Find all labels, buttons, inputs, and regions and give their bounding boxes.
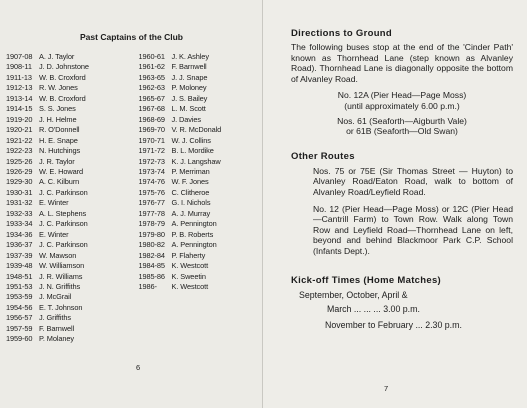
- captain-row: [139, 52, 258, 62]
- captain-row: [139, 167, 258, 177]
- captain-name: R. W. Jones: [39, 83, 78, 93]
- captain-name: A. Pennington: [171, 240, 217, 250]
- captain-years: 1919-20: [6, 114, 33, 124]
- route-61-line-2: or 61B (Seaforth—Old Swan): [346, 126, 458, 137]
- captain-row: [139, 188, 258, 198]
- captain-row: [139, 73, 258, 83]
- captain-row: [139, 282, 258, 292]
- captain-name: P. Merriman: [171, 166, 210, 176]
- captain-years: 1922-23: [6, 146, 33, 156]
- captain-years: 1962-63: [138, 83, 165, 93]
- captain-years: 1978-79: [138, 219, 165, 229]
- captain-years: 1985-86: [138, 271, 165, 281]
- kickoff-heading: Kick-off Times (Home Matches): [291, 274, 441, 286]
- captain-row: [139, 62, 258, 72]
- captain-name: W. B. Croxford: [39, 93, 86, 103]
- captain-years: 1963-65: [138, 72, 165, 82]
- captain-row: [6, 209, 125, 219]
- captain-row: [139, 83, 258, 93]
- captain-years: 1980-82: [138, 240, 165, 250]
- captain-row: [6, 157, 125, 167]
- captains-column-2: [139, 52, 258, 345]
- captain-years: 1957-59: [6, 323, 33, 333]
- captains-column-1: [6, 52, 125, 345]
- captain-row: [6, 198, 125, 208]
- captain-row: [6, 125, 125, 135]
- captain-row: [139, 94, 258, 104]
- captain-name: J. R. Taylor: [39, 156, 75, 166]
- captain-row: [6, 272, 125, 282]
- captain-name: H. E. Snape: [39, 135, 78, 145]
- captain-years: 1929-30: [6, 177, 33, 187]
- other-routes-heading: Other Routes: [291, 150, 355, 162]
- captain-row: [6, 313, 125, 323]
- captain-name: J. McGrail: [39, 292, 72, 302]
- captain-years: 1975-76: [138, 187, 165, 197]
- route-61-line-1: Nos. 61 (Seaforth—Aigburth Vale): [337, 115, 467, 126]
- captain-years: 1907-08: [6, 52, 33, 61]
- captain-row: [139, 219, 258, 229]
- captain-row: [139, 125, 258, 135]
- captain-years: 1932-33: [6, 208, 33, 218]
- captain-name: L. M. Scott: [171, 104, 206, 114]
- captain-name: A. J. Taylor: [39, 52, 75, 61]
- page-number-left: 6: [136, 363, 141, 372]
- captain-row: [139, 261, 258, 271]
- captain-years: 1925-26: [6, 156, 33, 166]
- captain-row: [139, 146, 258, 156]
- captain-years: 1967-68: [138, 104, 165, 114]
- kickoff-winter-line: November to February ... 2.30 p.m.: [325, 319, 462, 330]
- captain-name: W. Williamson: [39, 261, 85, 271]
- route-12a: [291, 90, 513, 111]
- captain-name: J. N. Griffiths: [39, 281, 81, 291]
- captain-row: [6, 251, 125, 261]
- directions-text: The following buses stop at the end of the 'Cinder Path' known as Thornhead Lane (step known as Alvanley Road). Thornhead Lane is diagonally opposite the bottom of Alvanley Road.: [291, 42, 513, 84]
- captain-years: 1972-73: [138, 156, 165, 166]
- captain-name: W. Mawson: [39, 250, 77, 260]
- captain-years: 1951-53: [6, 281, 33, 291]
- kickoff-autumn-line-2: March ... ... ... 3.00 p.m.: [327, 303, 420, 314]
- captain-name: W. B. Croxford: [39, 72, 86, 82]
- captain-name: E. Winter: [39, 198, 69, 208]
- right-page: [263, 0, 527, 408]
- captain-name: W. F. Jones: [171, 177, 209, 187]
- captain-name: V. R. McDonald: [171, 125, 222, 135]
- captain-name: W. E. Howard: [39, 166, 83, 176]
- captain-name: J. Griffiths: [39, 313, 71, 323]
- captain-row: [6, 292, 125, 302]
- captain-years: 1921-22: [6, 135, 33, 145]
- captain-row: [6, 240, 125, 250]
- captain-years: 1954-56: [6, 302, 33, 312]
- captain-years: 1953-59: [6, 292, 33, 302]
- captain-row: [139, 272, 258, 282]
- captain-years: 1939-48: [6, 261, 33, 271]
- captain-name: G. I. Nichols: [171, 198, 211, 208]
- captain-row: [6, 334, 125, 344]
- captain-years: 1908-11: [6, 62, 32, 72]
- captain-years: 1914-15: [6, 104, 33, 114]
- captain-name: J. K. Ashley: [171, 52, 209, 61]
- captain-row: [6, 230, 125, 240]
- captain-name: J. C. Parkinson: [39, 240, 88, 250]
- captain-name: F. Barnwell: [171, 62, 207, 72]
- captain-years: 1948-51: [6, 271, 33, 281]
- captain-years: 1968-69: [138, 114, 165, 124]
- other-route-75: Nos. 75 or 75E (Sir Thomas Street — Huyton) to Alvanley Road/Eaton Road, walk to bottom of Alvanley Road/Leyfield Road.: [313, 165, 513, 197]
- captain-row: [6, 52, 125, 62]
- captain-name: F. Barnwell: [39, 323, 75, 333]
- captain-row: [139, 104, 258, 114]
- captain-years: 1974-76: [138, 177, 165, 187]
- captain-name: J. C. Parkinson: [39, 187, 88, 197]
- captain-years: 1936-37: [6, 240, 33, 250]
- captain-years: 1961-62: [138, 62, 165, 72]
- captain-name: J. S. Bailey: [171, 93, 208, 103]
- captain-years: 1982-84: [138, 250, 165, 260]
- captain-name: K. Westcott: [171, 261, 209, 271]
- captain-row: [6, 104, 125, 114]
- captain-row: [6, 324, 125, 334]
- captain-row: [6, 136, 125, 146]
- captain-row: [6, 115, 125, 125]
- captain-years: 1913-14: [6, 93, 33, 103]
- captain-years: 1979-80: [138, 229, 165, 239]
- captain-years: 1959-60: [6, 334, 33, 344]
- captain-years: 1986-: [138, 281, 157, 291]
- captains-title: Past Captains of the Club: [80, 32, 183, 42]
- captain-name: E. T. Johnson: [39, 302, 83, 312]
- left-page: [0, 0, 263, 408]
- captain-row: [139, 230, 258, 240]
- captain-name: J. R. Williams: [39, 271, 83, 281]
- captain-row: [6, 219, 125, 229]
- captain-name: C. Clitheroe: [171, 187, 210, 197]
- captain-row: [6, 177, 125, 187]
- captain-years: 1970-71: [138, 135, 165, 145]
- captain-name: P. Molaney: [39, 334, 75, 344]
- kickoff-autumn-line-1: September, October, April &: [299, 289, 408, 300]
- captain-name: A. Pennington: [171, 219, 217, 229]
- captain-years: 1920-21: [6, 125, 33, 135]
- captain-row: [139, 177, 258, 187]
- captain-row: [139, 198, 258, 208]
- captain-name: R. O'Donnell: [39, 125, 80, 135]
- captain-row: [6, 83, 125, 93]
- captain-name: W. J. Collins: [171, 135, 211, 145]
- captain-row: [6, 188, 125, 198]
- captain-row: [139, 157, 258, 167]
- captain-name: P. B. Roberts: [171, 229, 214, 239]
- other-route-12: No. 12 (Pier Head—Page Moss) or 12C (Pier Head—Cantrill Farm) to Town Row. Walk along Town Row and Leyfield Road—Thornhead Lane on left, beyond and behind Blackmoor Park C.P. School (Infants Dept.).: [313, 203, 513, 256]
- captain-years: 1933-34: [6, 219, 33, 229]
- captain-years: 1971-72: [138, 146, 165, 156]
- captain-years: 1969-70: [138, 125, 165, 135]
- captain-name: P. Flaherty: [171, 250, 206, 260]
- captain-name: K. J. Langshaw: [171, 156, 221, 166]
- captain-years: 1960-61: [138, 52, 165, 61]
- captain-years: 1931-32: [6, 198, 33, 208]
- captain-row: [6, 167, 125, 177]
- captain-row: [139, 251, 258, 261]
- directions-heading: Directions to Ground: [291, 28, 392, 39]
- route-12a-line-2: (until approximately 6.00 p.m.): [344, 100, 460, 111]
- captain-row: [6, 261, 125, 271]
- captain-name: K. Sweetin: [171, 271, 206, 281]
- captain-row: [6, 282, 125, 292]
- route-61: [291, 116, 513, 137]
- captain-name: J. J. Snape: [171, 72, 208, 82]
- captain-name: J. D. Johnstone: [39, 62, 89, 72]
- captain-row: [6, 94, 125, 104]
- captain-years: 1926-29: [6, 166, 33, 176]
- captain-name: S. S. Jones: [39, 104, 76, 114]
- captain-name: J. C. Parkinson: [39, 219, 88, 229]
- captain-row: [6, 146, 125, 156]
- captain-years: 1912-13: [6, 83, 33, 93]
- captain-years: 1984-85: [138, 261, 165, 271]
- captain-years: 1965-67: [138, 93, 165, 103]
- captain-name: A. L. Stephens: [39, 208, 87, 218]
- captain-years: 1930-31: [6, 187, 33, 197]
- captain-name: K. Westcott: [171, 281, 209, 291]
- captain-years: 1977-78: [138, 208, 165, 218]
- captain-name: A. C. Kilburn: [39, 177, 80, 187]
- captain-years: 1934-36: [6, 229, 33, 239]
- captain-name: J. Davies: [171, 114, 201, 124]
- captain-name: A. J. Murray: [171, 208, 211, 218]
- captain-years: 1973-74: [138, 166, 165, 176]
- captain-row: [6, 303, 125, 313]
- captain-row: [139, 115, 258, 125]
- captain-name: N. Hutchings: [39, 146, 81, 156]
- captain-name: E. Winter: [39, 229, 69, 239]
- captain-years: 1976-77: [138, 198, 165, 208]
- captain-row: [6, 62, 125, 72]
- captains-list: [6, 52, 257, 345]
- captain-name: P. Moloney: [171, 83, 207, 93]
- captain-years: 1956-57: [6, 313, 33, 323]
- captain-name: B. L. Mordike: [171, 146, 214, 156]
- captain-row: [6, 73, 125, 83]
- page-number-right: 7: [384, 384, 389, 393]
- captain-row: [139, 136, 258, 146]
- captain-name: J. H. Helme: [39, 114, 77, 124]
- captain-years: 1937-39: [6, 250, 33, 260]
- route-12a-line-1: No. 12A (Pier Head—Page Moss): [337, 90, 467, 101]
- captain-row: [139, 209, 258, 219]
- captain-years: 1911-13: [6, 72, 32, 82]
- captain-row: [139, 240, 258, 250]
